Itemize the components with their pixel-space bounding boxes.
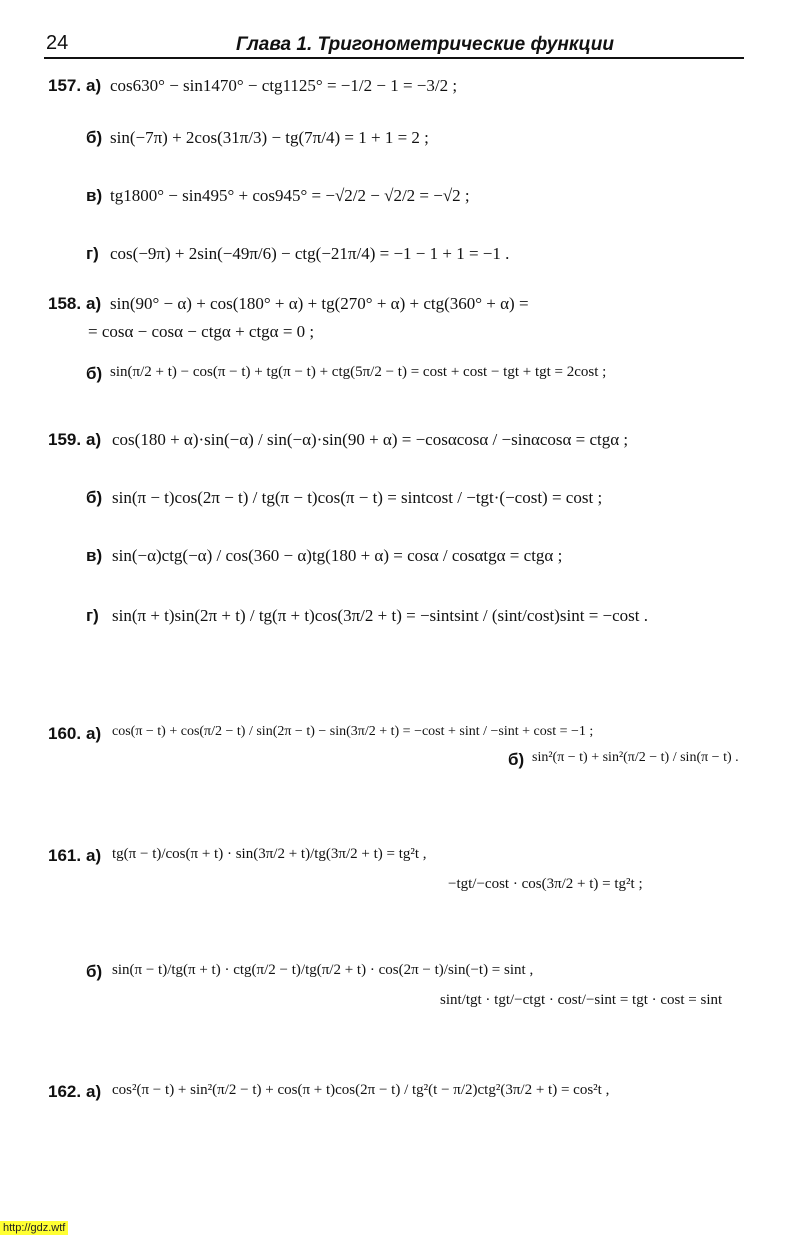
formula: sin(−7π) + 2cos(31π/3) − tg(7π/4) = 1 + 1 = 2 ;	[110, 128, 429, 147]
formula: cos(−9π) + 2sin(−49π/6) − ctg(−21π/4) = −1 − 1 + 1 = −1 .	[110, 244, 510, 263]
part-label: а)	[86, 846, 102, 865]
formula: sin²(π − t) + sin²(π/2 − t) / sin(π − t) .	[532, 750, 739, 765]
header-rule	[44, 57, 744, 59]
source-url[interactable]: http://gdz.wtf	[0, 1221, 68, 1235]
page-number: 24	[46, 32, 69, 54]
formula: sin(π/2 + t) − cos(π − t) + tg(π − t) + ctg(5π/2 − t) = cost + cost − tgt + tgt = 2cost ;	[110, 364, 607, 380]
part-label: г)	[86, 606, 99, 625]
page-header	[0, 0, 792, 60]
formula: tg(π − t)/cos(π + t) · sin(3π/2 + t)/tg(3π/2 + t) = tg²t ,	[112, 846, 427, 862]
part-label: а)	[86, 1082, 102, 1101]
part-label: г)	[86, 244, 99, 263]
formula: sin(π + t)sin(2π + t) / tg(π + t)cos(3π/2 + t) = −sintsint / (sint/cost)sint = −cost .	[112, 606, 649, 625]
problem-number: 160.	[48, 724, 82, 743]
formula: sin(π − t)cos(2π − t) / tg(π − t)cos(π − t) = sintcost / −tgt·(−cost) = cost ;	[112, 488, 603, 507]
problem-number: 157.	[48, 76, 82, 95]
formula: cos(180 + α)·sin(−α) / sin(−α)·sin(90 + α) = −cosαcosα / −sinαcosα = ctgα ;	[112, 430, 629, 449]
problem-number: 159.	[48, 430, 82, 449]
part-label: б)	[86, 962, 103, 981]
formula: sin(−α)ctg(−α) / cos(360 − α)tg(180 + α) = cosα / cosαtgα = ctgα ;	[112, 546, 563, 565]
chapter-title: Глава 1. Тригонометрические функции	[236, 34, 614, 55]
part-label: б)	[86, 488, 103, 507]
part-label: а)	[86, 76, 102, 95]
formula: sin(π − t)/tg(π + t) · ctg(π/2 − t)/tg(π/2 + t) · cos(2π − t)/sin(−t) = sint ,	[112, 962, 534, 978]
formula: tg1800° − sin495° + cos945° = −√2/2 − √2/2 = −√2 ;	[110, 186, 470, 205]
formula: −tgt/−cost · cos(3π/2 + t) = tg²t ;	[448, 876, 643, 892]
part-label: а)	[86, 294, 102, 313]
formula: cos²(π − t) + sin²(π/2 − t) + cos(π + t)cos(2π − t) / tg²(t − π/2)ctg²(3π/2 + t) = cos²t ,	[112, 1082, 610, 1098]
part-label: б)	[86, 364, 103, 383]
part-label: а)	[86, 724, 102, 743]
formula-continuation: = cosα − cosα − ctgα + ctgα = 0 ;	[88, 322, 315, 341]
formula: sin(90° − α) + cos(180° + α) + tg(270° + α) + ctg(360° + α) =	[110, 294, 529, 313]
problem-number: 158.	[48, 294, 82, 313]
problem-number: 162.	[48, 1082, 82, 1101]
part-label: б)	[508, 750, 525, 769]
formula: sint/tgt · tgt/−ctgt · cost/−sint = tgt · cost = sint	[440, 992, 723, 1008]
part-label: в)	[86, 186, 103, 205]
part-label: в)	[86, 546, 103, 565]
part-label: б)	[86, 128, 103, 147]
problem-number: 161.	[48, 846, 82, 865]
part-label: а)	[86, 430, 102, 449]
formula: cos630° − sin1470° − ctg1125° = −1/2 − 1 = −3/2 ;	[110, 76, 458, 95]
formula: cos(π − t) + cos(π/2 − t) / sin(2π − t) − sin(3π/2 + t) = −cost + sint / −sint + cost = −1 ;	[112, 724, 594, 739]
